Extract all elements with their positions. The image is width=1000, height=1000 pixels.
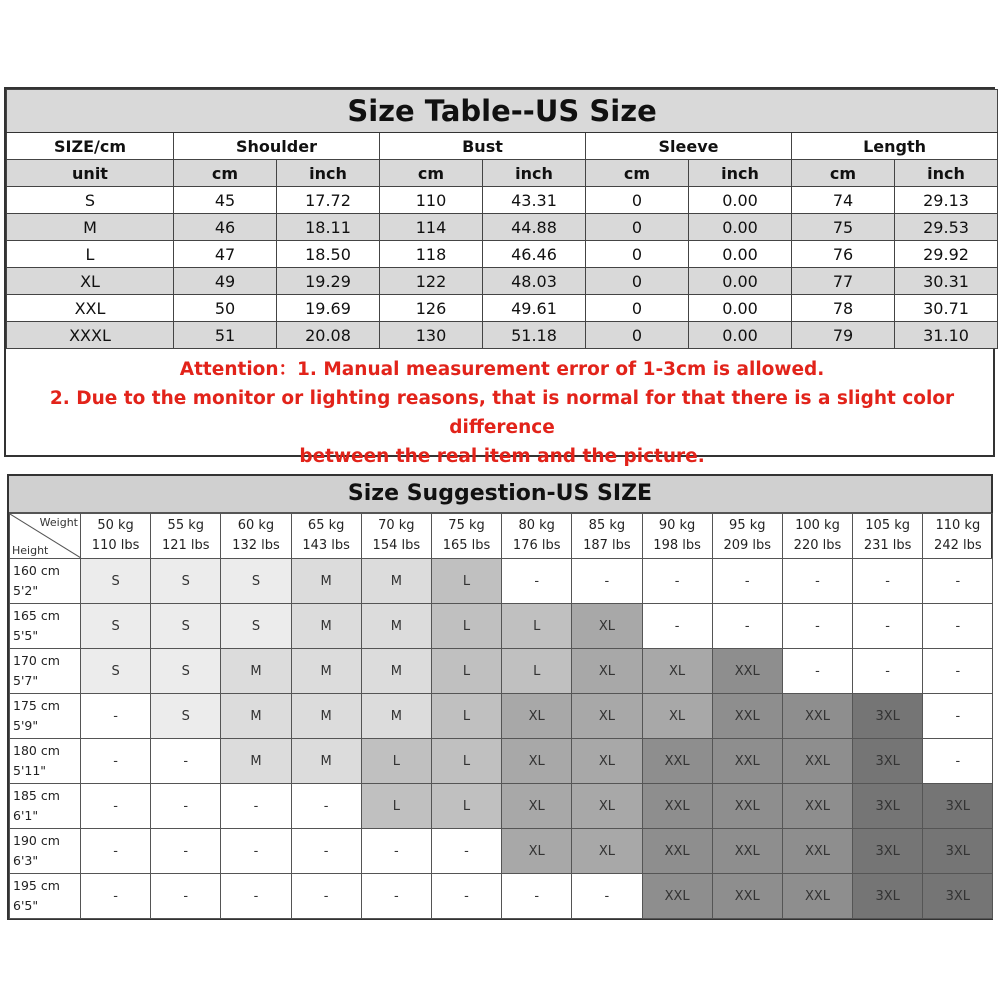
weight-kg: 65 kg	[307, 518, 345, 533]
weight-lbs: 154 lbs	[372, 538, 421, 553]
suggested-size-cell: M	[221, 694, 291, 739]
suggested-size-cell: L	[502, 604, 572, 649]
height-axis-label: Height	[12, 544, 49, 557]
height-row	[10, 649, 993, 694]
suggested-size-cell: -	[361, 874, 431, 919]
suggested-size-cell: -	[81, 784, 151, 829]
height-ft: 5'2"	[13, 583, 39, 598]
weight-header	[782, 514, 852, 559]
size-value: 19.69	[277, 295, 380, 322]
weight-header	[81, 514, 151, 559]
suggested-size-cell: -	[853, 649, 923, 694]
weight-kg: 95 kg	[729, 518, 766, 533]
size-value: 18.11	[277, 214, 380, 241]
size-value: 76	[792, 241, 895, 268]
weight-header	[853, 514, 923, 559]
suggested-size-cell: S	[151, 694, 221, 739]
suggested-size-cell: XXL	[782, 784, 852, 829]
suggested-size-cell: S	[151, 559, 221, 604]
unit-cell: cm	[586, 160, 689, 187]
suggested-size-cell: 3XL	[853, 739, 923, 784]
unit-cell: cm	[380, 160, 483, 187]
suggested-size-cell: XL	[642, 649, 712, 694]
size-value: 18.50	[277, 241, 380, 268]
size-value: 29.92	[895, 241, 998, 268]
suggested-size-cell: M	[361, 559, 431, 604]
suggested-size-cell: L	[361, 739, 431, 784]
suggested-size-cell: -	[782, 649, 852, 694]
suggested-size-cell: XL	[502, 829, 572, 874]
size-value: 0.00	[689, 268, 792, 295]
suggested-size-cell: -	[572, 559, 642, 604]
size-value: 45	[174, 187, 277, 214]
height-row	[10, 604, 993, 649]
suggested-size-cell: -	[502, 874, 572, 919]
weight-header	[221, 514, 291, 559]
weight-kg: 100 kg	[795, 518, 840, 533]
unit-cell: inch	[895, 160, 998, 187]
size-value: 46	[174, 214, 277, 241]
size-table	[4, 87, 995, 467]
suggested-size-cell: -	[291, 829, 361, 874]
weight-lbs: 242 lbs	[934, 538, 982, 553]
suggested-size-cell: XL	[572, 739, 642, 784]
suggested-size-cell: XL	[572, 829, 642, 874]
weight-kg: 60 kg	[237, 518, 275, 533]
height-cm: 165 cm	[13, 608, 60, 623]
size-value: 77	[792, 268, 895, 295]
suggested-size-cell: -	[923, 559, 993, 604]
suggested-size-cell: M	[291, 604, 361, 649]
unit-cell: inch	[277, 160, 380, 187]
height-header	[10, 694, 81, 739]
weight-lbs: 187 lbs	[583, 538, 631, 553]
size-table-grid	[6, 89, 998, 471]
weight-header	[572, 514, 642, 559]
suggested-size-cell: M	[361, 649, 431, 694]
size-value: 0.00	[689, 295, 792, 322]
suggested-size-cell: -	[572, 874, 642, 919]
size-value: 30.71	[895, 295, 998, 322]
size-value: 0	[586, 214, 689, 241]
weight-lbs: 220 lbs	[793, 538, 842, 553]
suggested-size-cell: -	[642, 604, 712, 649]
height-ft: 5'7"	[13, 673, 39, 688]
header-shoulder: Shoulder	[174, 133, 380, 160]
unit-cell: cm	[792, 160, 895, 187]
weight-lbs: 121 lbs	[161, 538, 210, 553]
weight-lbs: 143 lbs	[302, 538, 350, 553]
header-size: SIZE/cm	[7, 133, 174, 160]
weight-header	[502, 514, 572, 559]
size-row	[7, 295, 998, 322]
suggested-size-cell: -	[431, 874, 501, 919]
size-value: 30.31	[895, 268, 998, 295]
suggested-size-cell: -	[431, 829, 501, 874]
suggested-size-cell: 3XL	[853, 784, 923, 829]
suggested-size-cell: L	[431, 559, 501, 604]
size-label: XXXL	[7, 322, 174, 349]
header-sleeve: Sleeve	[586, 133, 792, 160]
size-value: 78	[792, 295, 895, 322]
weight-kg: 110 kg	[935, 518, 981, 533]
height-header	[10, 784, 81, 829]
size-table-title: Size Table--US Size	[7, 90, 998, 133]
height-header	[10, 559, 81, 604]
size-value: 43.31	[483, 187, 586, 214]
suggested-size-cell: M	[221, 739, 291, 784]
size-value: 114	[380, 214, 483, 241]
size-value: 29.13	[895, 187, 998, 214]
weight-kg: 70 kg	[378, 518, 415, 533]
size-table-header-row	[7, 133, 998, 160]
suggested-size-cell: M	[361, 604, 431, 649]
suggested-size-cell: -	[151, 739, 221, 784]
size-row	[7, 322, 998, 349]
size-label: XXL	[7, 295, 174, 322]
weight-header	[923, 514, 993, 559]
suggested-size-cell: S	[221, 604, 291, 649]
suggested-size-cell: XL	[572, 604, 642, 649]
suggested-size-cell: 3XL	[923, 874, 993, 919]
suggested-size-cell: XXL	[712, 739, 782, 784]
height-cm: 160 cm	[13, 563, 60, 578]
weight-kg: 80 kg	[518, 518, 555, 533]
suggested-size-cell: -	[151, 874, 221, 919]
suggested-size-cell: S	[81, 649, 151, 694]
weight-kg: 90 kg	[658, 518, 696, 533]
height-cm: 170 cm	[13, 653, 60, 668]
size-value: 17.72	[277, 187, 380, 214]
size-row	[7, 214, 998, 241]
header-bust: Bust	[380, 133, 586, 160]
suggested-size-cell: XL	[502, 694, 572, 739]
suggested-size-cell: XL	[572, 694, 642, 739]
height-row	[10, 739, 993, 784]
suggested-size-cell: M	[291, 559, 361, 604]
suggested-size-cell: XXL	[712, 784, 782, 829]
weight-lbs: 209 lbs	[723, 538, 772, 553]
size-value: 110	[380, 187, 483, 214]
height-ft: 6'3"	[13, 853, 39, 868]
suggested-size-cell: -	[502, 559, 572, 604]
size-value: 0.00	[689, 322, 792, 349]
suggested-size-cell: M	[291, 694, 361, 739]
suggested-size-cell: XXL	[712, 829, 782, 874]
suggested-size-cell: -	[923, 649, 993, 694]
height-ft: 6'1"	[13, 808, 39, 823]
suggested-size-cell: M	[221, 649, 291, 694]
suggestion-title: Size Suggestion-US SIZE	[9, 476, 991, 513]
suggested-size-cell: -	[923, 694, 993, 739]
height-cm: 185 cm	[13, 788, 60, 803]
suggested-size-cell: L	[431, 694, 501, 739]
size-value: 130	[380, 322, 483, 349]
size-value: 49.61	[483, 295, 586, 322]
suggested-size-cell: L	[361, 784, 431, 829]
height-ft: 5'11"	[13, 763, 47, 778]
suggested-size-cell: -	[291, 784, 361, 829]
size-value: 0	[586, 241, 689, 268]
height-cm: 180 cm	[13, 743, 60, 758]
weight-header	[151, 514, 221, 559]
weight-kg: 85 kg	[588, 518, 626, 533]
size-value: 0.00	[689, 214, 792, 241]
suggested-size-cell: XL	[572, 784, 642, 829]
suggested-size-cell: XL	[572, 649, 642, 694]
suggested-size-cell: XXL	[782, 694, 852, 739]
height-header	[10, 604, 81, 649]
suggested-size-cell: 3XL	[853, 694, 923, 739]
suggested-size-cell: XXL	[712, 694, 782, 739]
suggested-size-cell: XXL	[782, 874, 852, 919]
suggested-size-cell: XXL	[642, 739, 712, 784]
suggested-size-cell: XXL	[642, 784, 712, 829]
size-value: 48.03	[483, 268, 586, 295]
weight-header	[712, 514, 782, 559]
suggested-size-cell: -	[782, 559, 852, 604]
suggested-size-cell: XXL	[642, 874, 712, 919]
height-row	[10, 874, 993, 919]
suggested-size-cell: L	[431, 604, 501, 649]
height-header	[10, 649, 81, 694]
suggested-size-cell: -	[221, 874, 291, 919]
height-ft: 5'5"	[13, 628, 39, 643]
height-cm: 190 cm	[13, 833, 60, 848]
size-suggestion-table	[7, 474, 993, 920]
suggested-size-cell: -	[642, 559, 712, 604]
size-value: 51	[174, 322, 277, 349]
weight-kg: 75 kg	[448, 518, 485, 533]
height-ft: 5'9"	[13, 718, 39, 733]
size-value: 29.53	[895, 214, 998, 241]
suggested-size-cell: -	[712, 604, 782, 649]
height-cm: 195 cm	[13, 878, 60, 893]
attention-note	[7, 349, 998, 472]
weight-lbs: 231 lbs	[863, 538, 912, 553]
size-label: M	[7, 214, 174, 241]
size-value: 75	[792, 214, 895, 241]
size-table-unit-row	[7, 160, 998, 187]
suggested-size-cell: -	[81, 829, 151, 874]
height-row	[10, 829, 993, 874]
height-row	[10, 559, 993, 604]
suggested-size-cell: L	[431, 784, 501, 829]
size-value: 19.29	[277, 268, 380, 295]
height-header	[10, 739, 81, 784]
suggested-size-cell: XL	[642, 694, 712, 739]
suggested-size-cell: S	[151, 604, 221, 649]
suggested-size-cell: M	[361, 694, 431, 739]
suggested-size-cell: -	[221, 784, 291, 829]
size-value: 122	[380, 268, 483, 295]
weight-lbs: 198 lbs	[653, 538, 701, 553]
attention-line-1: Attention：1. Manual measurement error of 1-3cm is allowed.	[179, 359, 825, 380]
suggested-size-cell: 3XL	[853, 874, 923, 919]
suggested-size-cell: S	[151, 649, 221, 694]
size-value: 0	[586, 268, 689, 295]
size-row	[7, 241, 998, 268]
suggested-size-cell: -	[151, 784, 221, 829]
attention-line-2: 2. Due to the monitor or lighting reasons, that is normal for that there is a slight color difference	[49, 388, 955, 438]
size-value: 50	[174, 295, 277, 322]
suggestion-grid	[9, 513, 993, 919]
size-value: 31.10	[895, 322, 998, 349]
size-label: S	[7, 187, 174, 214]
weight-lbs: 176 lbs	[512, 538, 561, 553]
suggested-size-cell: -	[923, 739, 993, 784]
attention-line-3: between the real item and the picture.	[299, 446, 705, 467]
suggested-size-cell: 3XL	[853, 829, 923, 874]
suggested-size-cell: -	[853, 559, 923, 604]
size-value: 74	[792, 187, 895, 214]
size-value: 20.08	[277, 322, 380, 349]
weight-header	[642, 514, 712, 559]
suggested-size-cell: -	[712, 559, 782, 604]
suggested-size-cell: XL	[502, 784, 572, 829]
size-value: 46.46	[483, 241, 586, 268]
suggested-size-cell: L	[431, 649, 501, 694]
suggested-size-cell: L	[502, 649, 572, 694]
size-value: 44.88	[483, 214, 586, 241]
unit-label: unit	[7, 160, 174, 187]
suggested-size-cell: -	[291, 874, 361, 919]
weight-kg: 50 kg	[97, 518, 134, 533]
size-value: 0	[586, 187, 689, 214]
weight-header	[291, 514, 361, 559]
suggested-size-cell: L	[431, 739, 501, 784]
corner-cell	[10, 514, 81, 559]
suggested-size-cell: -	[221, 829, 291, 874]
unit-cell: inch	[483, 160, 586, 187]
suggested-size-cell: -	[151, 829, 221, 874]
unit-cell: cm	[174, 160, 277, 187]
weight-kg: 105 kg	[865, 518, 911, 533]
suggested-size-cell: S	[81, 559, 151, 604]
suggested-size-cell: XXL	[712, 874, 782, 919]
suggested-size-cell: XXL	[712, 649, 782, 694]
weight-lbs: 110 lbs	[91, 538, 140, 553]
suggested-size-cell: S	[81, 604, 151, 649]
suggested-size-cell: XXL	[642, 829, 712, 874]
weight-header	[431, 514, 501, 559]
suggested-size-cell: -	[361, 829, 431, 874]
size-value: 126	[380, 295, 483, 322]
size-value: 79	[792, 322, 895, 349]
suggested-size-cell: XXL	[782, 739, 852, 784]
size-value: 0.00	[689, 241, 792, 268]
suggested-size-cell: M	[291, 649, 361, 694]
weight-header-row	[10, 514, 993, 559]
size-value: 118	[380, 241, 483, 268]
suggested-size-cell: S	[221, 559, 291, 604]
height-row	[10, 784, 993, 829]
size-row	[7, 268, 998, 295]
height-cm: 175 cm	[13, 698, 60, 713]
suggested-size-cell: -	[81, 874, 151, 919]
suggested-size-cell: -	[923, 604, 993, 649]
size-value: 51.18	[483, 322, 586, 349]
weight-lbs: 132 lbs	[232, 538, 280, 553]
size-value: 49	[174, 268, 277, 295]
height-row	[10, 694, 993, 739]
suggested-size-cell: M	[291, 739, 361, 784]
suggested-size-cell: 3XL	[923, 784, 993, 829]
size-value: 0	[586, 295, 689, 322]
suggested-size-cell: XL	[502, 739, 572, 784]
size-value: 47	[174, 241, 277, 268]
size-value: 0	[586, 322, 689, 349]
weight-lbs: 165 lbs	[442, 538, 491, 553]
suggested-size-cell: -	[782, 604, 852, 649]
suggested-size-cell: -	[81, 739, 151, 784]
height-ft: 6'5"	[13, 898, 39, 913]
suggested-size-cell: -	[81, 694, 151, 739]
header-length: Length	[792, 133, 998, 160]
size-label: XL	[7, 268, 174, 295]
weight-kg: 55 kg	[167, 518, 205, 533]
weight-header	[361, 514, 431, 559]
unit-cell: inch	[689, 160, 792, 187]
suggested-size-cell: -	[853, 604, 923, 649]
size-row	[7, 187, 998, 214]
suggested-size-cell: XXL	[782, 829, 852, 874]
size-label: L	[7, 241, 174, 268]
suggested-size-cell: 3XL	[923, 829, 993, 874]
height-header	[10, 874, 81, 919]
height-header	[10, 829, 81, 874]
size-value: 0.00	[689, 187, 792, 214]
weight-axis-label: Weight	[39, 516, 78, 529]
